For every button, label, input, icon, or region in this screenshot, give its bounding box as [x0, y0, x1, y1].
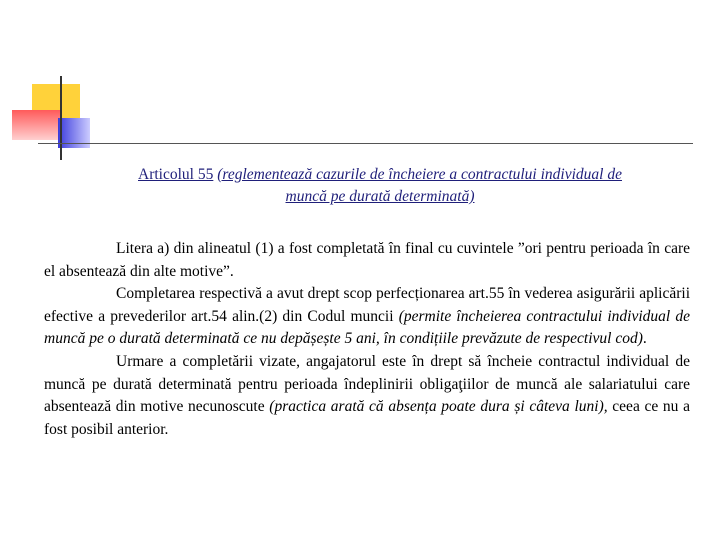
article-label: Articolul 55 — [138, 166, 214, 183]
paragraph-text-end: . — [642, 330, 647, 348]
paragraph-1 — [44, 238, 690, 283]
paragraph-italic: (practica arată că absența poate dura și câteva luni), — [269, 398, 608, 416]
paragraph-2 — [44, 283, 690, 351]
decor-vertical-line — [60, 76, 62, 160]
decor-horizontal-rule — [38, 143, 693, 144]
paragraph-text-end: ceea ce nu a fost posibil anterior. — [44, 398, 690, 438]
decor-red-rectangle — [12, 110, 60, 140]
slide-body — [44, 238, 690, 441]
paragraph-text: Litera a) din alineatul (1) a fost completată în final cu cuvintele ”ori pentru perioada în care el absentează din alte motive”. — [44, 240, 690, 280]
slide-title — [130, 164, 630, 208]
article-note: (reglementează cazurile de încheiere a contractului individual de muncă pe durată determinată) — [217, 166, 622, 205]
paragraph-3 — [44, 351, 690, 441]
paragraph-text: Completarea respectivă a avut drept scop perfecționarea art.55 în vederea asigurării aplicării efective a prevederilor art.54 alin.(2) din Codul muncii — [44, 285, 690, 325]
paragraph-italic: (permite încheierea contractului individual de muncă pe o durată determinată ce nu depășește 5 ani, în condițiile prevăzute de respectivul cod) — [44, 307, 690, 348]
paragraph-text: Urmare a completării vizate, angajatorul este în drept să încheie contractul individual de muncă pe durată determinată pentru perioada îndeplinirii obligaţiilor de muncă ale salariatului care absentează din motive necunoscute — [44, 352, 690, 416]
